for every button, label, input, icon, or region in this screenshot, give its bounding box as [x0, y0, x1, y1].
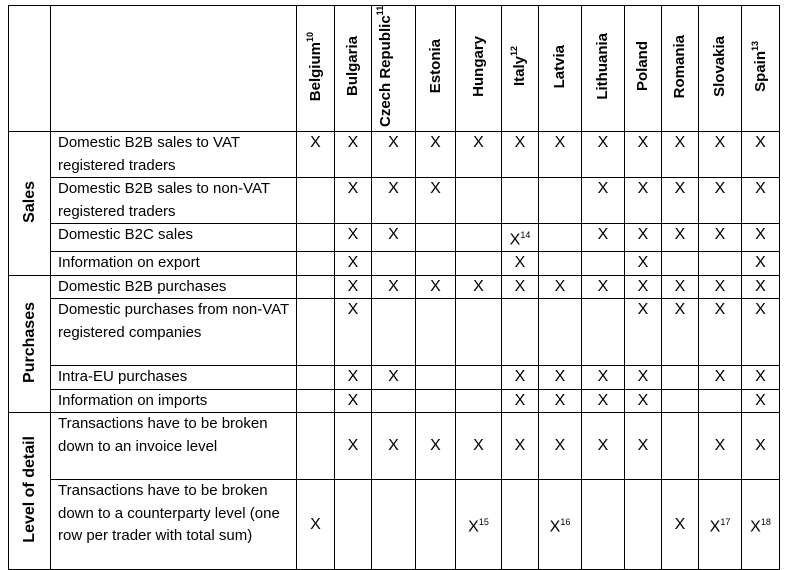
- mark-cell: [372, 366, 416, 390]
- mark-cell: [456, 366, 502, 390]
- table-row: [9, 389, 780, 413]
- mark-x: X: [554, 277, 566, 295]
- mark-x: X: [755, 277, 766, 295]
- row-label: Transactions have to be broken down to an invoice level: [51, 413, 297, 480]
- mark-x: X: [714, 134, 726, 151]
- mark-cell: [297, 224, 335, 252]
- mark-cell: [699, 480, 742, 570]
- mark-x: X: [637, 277, 649, 295]
- mark-cell: [416, 366, 456, 390]
- mark-cell: [742, 389, 780, 413]
- mark-cell: [662, 480, 699, 570]
- mark-cell: [502, 389, 539, 413]
- table-row: [9, 480, 780, 570]
- mark-cell: [742, 275, 780, 299]
- vat-reporting-table: [8, 5, 780, 570]
- mark-x: X: [714, 277, 726, 295]
- mark-cell: [297, 413, 335, 480]
- mark-x: X: [597, 134, 609, 151]
- country-name: [672, 35, 688, 98]
- mark-cell: [297, 480, 335, 570]
- footnote-ref: 14: [520, 230, 531, 240]
- mark-cell: [297, 366, 335, 390]
- footnote-ref: 18: [760, 517, 771, 528]
- mark-cell: [699, 413, 742, 480]
- mark-cell: [699, 366, 742, 390]
- mark-cell: [416, 132, 456, 178]
- mark-x: X: [347, 277, 359, 295]
- mark-cell: [456, 224, 502, 252]
- mark-x: X: [473, 277, 484, 295]
- mark-x: X: [347, 180, 359, 197]
- mark-x: X: [674, 180, 686, 197]
- group-label: [9, 413, 51, 570]
- mark-cell: [539, 252, 582, 276]
- country-name-text: Lithuania: [594, 33, 611, 100]
- mark-x: X: [549, 518, 561, 536]
- mark-x: X: [755, 301, 766, 319]
- row-label: Domestic B2B purchases: [51, 275, 297, 299]
- mark-cell: [335, 480, 372, 570]
- mark-cell: [699, 389, 742, 413]
- country-name: [712, 36, 728, 97]
- mark-cell: [416, 480, 456, 570]
- mark-x: X: [473, 437, 484, 455]
- mark-x: X: [637, 368, 649, 386]
- mark-x: X: [674, 134, 686, 151]
- mark-cell: [582, 178, 625, 224]
- mark-x: X: [554, 134, 566, 151]
- mark-cell: [742, 252, 780, 276]
- mark-cell: [416, 178, 456, 224]
- mark-x: X: [514, 391, 526, 409]
- row-label: Intra-EU purchases: [51, 366, 297, 390]
- footnote-ref: 13: [749, 41, 760, 52]
- country-name: [374, 5, 410, 127]
- mark-cell: [502, 480, 539, 570]
- mark-x: X: [430, 134, 441, 151]
- mark-x: X: [310, 515, 321, 533]
- country-header: [625, 6, 662, 132]
- mark-cell: [625, 413, 662, 480]
- mark-cell: [456, 252, 502, 276]
- mark-cell: [582, 389, 625, 413]
- mark-cell: [625, 224, 662, 252]
- mark-cell: [456, 132, 502, 178]
- mark-cell: [539, 132, 582, 178]
- mark-cell: [742, 178, 780, 224]
- mark-x: X: [755, 368, 766, 386]
- mark-x: X: [388, 437, 399, 455]
- mark-x: X: [597, 277, 609, 295]
- mark-cell: [416, 275, 456, 299]
- mark-cell: [582, 252, 625, 276]
- row-label: Domestic B2B sales to non-VAT registered traders: [51, 178, 297, 224]
- group-label-text: Sales: [20, 180, 38, 223]
- mark-cell: [456, 178, 502, 224]
- mark-cell: [416, 413, 456, 480]
- mark-cell: [502, 178, 539, 224]
- row-label: Transactions have to be broken down to a counterparty level (one row per trader with total sum): [51, 480, 297, 570]
- mark-cell: [699, 275, 742, 299]
- mark-x: X: [554, 437, 566, 455]
- country-name-text: Spain: [751, 51, 769, 92]
- mark-x: X: [637, 437, 649, 455]
- country-name-text: Czech Republic: [376, 15, 394, 127]
- country-header: [582, 6, 625, 132]
- row-label: Domestic purchases from non-VAT registered companies: [51, 299, 297, 366]
- footnote-ref: 17: [720, 517, 731, 528]
- mark-x: X: [597, 368, 609, 386]
- mark-cell: [742, 224, 780, 252]
- mark-x: X: [674, 515, 686, 533]
- mark-cell: [625, 389, 662, 413]
- mark-cell: [539, 224, 582, 252]
- country-name: [345, 36, 361, 96]
- country-header: [297, 6, 335, 132]
- mark-cell: [625, 275, 662, 299]
- mark-cell: [297, 178, 335, 224]
- mark-cell: [456, 275, 502, 299]
- country-name-text: Estonia: [426, 39, 444, 94]
- footnote-ref: 11: [374, 5, 385, 16]
- mark-x: X: [597, 437, 609, 455]
- mark-x: X: [509, 231, 521, 249]
- mark-x: X: [347, 437, 359, 455]
- mark-x: X: [514, 277, 526, 295]
- mark-x: X: [597, 391, 609, 409]
- mark-x: X: [637, 134, 649, 151]
- country-name-text: Bulgaria: [344, 36, 361, 97]
- header-row: [9, 6, 780, 132]
- mark-cell: [662, 224, 699, 252]
- mark-x: X: [388, 134, 399, 151]
- country-name-text: Slovakia: [711, 36, 728, 97]
- mark-cell: [625, 299, 662, 366]
- mark-cell: [662, 178, 699, 224]
- mark-x: X: [755, 391, 766, 409]
- mark-cell: [582, 299, 625, 366]
- mark-x: X: [674, 226, 686, 243]
- mark-x: X: [755, 254, 766, 272]
- country-header: [742, 6, 780, 132]
- mark-cell: [502, 132, 539, 178]
- mark-x: X: [709, 518, 721, 536]
- country-name: [428, 39, 444, 93]
- mark-x: X: [388, 226, 399, 243]
- country-name-text: Italy: [511, 56, 528, 87]
- mark-cell: [582, 275, 625, 299]
- mark-cell: [372, 252, 416, 276]
- mark-cell: [416, 389, 456, 413]
- country-header: [456, 6, 502, 132]
- country-name: [471, 36, 487, 97]
- mark-cell: [582, 366, 625, 390]
- country-header: [335, 6, 372, 132]
- mark-cell: [539, 275, 582, 299]
- mark-x: X: [347, 134, 359, 151]
- mark-cell: [582, 224, 625, 252]
- mark-cell: [416, 299, 456, 366]
- mark-x: X: [347, 226, 359, 243]
- table-row: [9, 252, 780, 276]
- country-name: [749, 41, 769, 92]
- mark-cell: [662, 366, 699, 390]
- mark-cell: [539, 366, 582, 390]
- mark-cell: [335, 413, 372, 480]
- mark-cell: [699, 252, 742, 276]
- mark-cell: [502, 413, 539, 480]
- mark-cell: [742, 413, 780, 480]
- mark-cell: [297, 132, 335, 178]
- mark-cell: [539, 389, 582, 413]
- mark-cell: [502, 366, 539, 390]
- group-label: [9, 132, 51, 276]
- country-name: [509, 46, 528, 87]
- mark-cell: [372, 389, 416, 413]
- row-label: Domestic B2C sales: [51, 224, 297, 252]
- mark-cell: [335, 252, 372, 276]
- table-row: [9, 275, 780, 299]
- mark-cell: [335, 299, 372, 366]
- footnote-ref: 15: [478, 517, 489, 528]
- mark-x: X: [514, 368, 526, 386]
- country-name: [304, 31, 324, 102]
- mark-cell: [502, 224, 539, 252]
- country-header: [699, 6, 742, 132]
- mark-cell: [539, 178, 582, 224]
- mark-cell: [297, 389, 335, 413]
- mark-cell: [372, 178, 416, 224]
- mark-x: X: [347, 301, 359, 319]
- mark-cell: [662, 252, 699, 276]
- mark-x: X: [755, 226, 766, 243]
- table-row: [9, 178, 780, 224]
- mark-cell: [335, 366, 372, 390]
- group-label: [9, 275, 51, 413]
- mark-cell: [372, 224, 416, 252]
- row-label: Domestic B2B sales to VAT registered traders: [51, 132, 297, 178]
- mark-x: X: [388, 368, 399, 386]
- mark-cell: [416, 224, 456, 252]
- mark-cell: [582, 480, 625, 570]
- mark-cell: [456, 299, 502, 366]
- country-header: [372, 6, 416, 132]
- mark-x: X: [674, 301, 686, 319]
- country-header: [662, 6, 699, 132]
- mark-cell: [662, 299, 699, 366]
- mark-cell: [625, 480, 662, 570]
- group-label-text: Level of detail: [20, 435, 38, 543]
- mark-cell: [699, 178, 742, 224]
- mark-x: X: [347, 254, 359, 272]
- mark-x: X: [637, 180, 649, 197]
- mark-x: X: [714, 226, 726, 243]
- mark-cell: [335, 389, 372, 413]
- mark-x: X: [714, 368, 726, 386]
- mark-cell: [582, 132, 625, 178]
- mark-cell: [372, 132, 416, 178]
- mark-cell: [297, 299, 335, 366]
- footnote-ref: 12: [509, 46, 519, 57]
- header-blank-group: [9, 6, 51, 132]
- mark-x: X: [430, 437, 441, 455]
- mark-cell: [456, 389, 502, 413]
- mark-cell: [297, 252, 335, 276]
- mark-cell: [742, 299, 780, 366]
- mark-cell: [699, 299, 742, 366]
- country-name-text: Poland: [634, 41, 651, 92]
- country-header: [416, 6, 456, 132]
- mark-cell: [625, 252, 662, 276]
- mark-x: X: [430, 180, 441, 197]
- mark-x: X: [468, 518, 479, 536]
- mark-x: X: [714, 301, 726, 319]
- mark-cell: [297, 275, 335, 299]
- mark-cell: [742, 480, 780, 570]
- mark-x: X: [514, 437, 526, 455]
- country-name: [595, 33, 611, 100]
- mark-x: X: [755, 180, 766, 197]
- mark-x: X: [347, 368, 359, 386]
- mark-x: X: [755, 134, 766, 151]
- mark-cell: [335, 224, 372, 252]
- country-name-text: Hungary: [469, 36, 487, 97]
- mark-cell: [372, 480, 416, 570]
- mark-cell: [625, 366, 662, 390]
- mark-cell: [335, 178, 372, 224]
- mark-cell: [335, 275, 372, 299]
- mark-cell: [662, 132, 699, 178]
- mark-x: X: [637, 254, 649, 272]
- table-row: [9, 366, 780, 390]
- mark-x: X: [674, 277, 686, 295]
- mark-cell: [335, 132, 372, 178]
- mark-x: X: [755, 437, 766, 455]
- country-name: [552, 45, 568, 88]
- mark-cell: [699, 132, 742, 178]
- table-row: [9, 132, 780, 178]
- mark-x: X: [637, 391, 649, 409]
- mark-cell: [539, 413, 582, 480]
- mark-cell: [742, 366, 780, 390]
- mark-x: X: [597, 180, 609, 197]
- country-header: [539, 6, 582, 132]
- mark-x: X: [554, 391, 566, 409]
- footnote-ref: 10: [304, 31, 315, 42]
- table-row: [9, 299, 780, 366]
- mark-cell: [539, 299, 582, 366]
- mark-cell: [456, 480, 502, 570]
- mark-x: X: [514, 134, 526, 151]
- mark-cell: [502, 252, 539, 276]
- mark-x: X: [388, 277, 399, 295]
- mark-cell: [372, 413, 416, 480]
- mark-x: X: [714, 180, 726, 197]
- mark-cell: [539, 480, 582, 570]
- mark-cell: [625, 178, 662, 224]
- mark-x: X: [347, 391, 359, 409]
- table-row: [9, 413, 780, 480]
- country-name-text: Romania: [671, 34, 688, 99]
- mark-cell: [502, 275, 539, 299]
- mark-x: X: [310, 134, 321, 151]
- mark-cell: [372, 299, 416, 366]
- mark-x: X: [714, 437, 726, 455]
- country-name-text: Latvia: [551, 44, 568, 89]
- mark-x: X: [514, 254, 526, 272]
- mark-cell: [416, 252, 456, 276]
- mark-cell: [699, 224, 742, 252]
- footnote-ref: 16: [560, 517, 571, 528]
- group-label-text: Purchases: [20, 301, 38, 383]
- row-label: Information on imports: [51, 389, 297, 413]
- mark-cell: [742, 132, 780, 178]
- table-row: [9, 224, 780, 252]
- country-name: [635, 41, 651, 91]
- mark-cell: [662, 275, 699, 299]
- mark-cell: [662, 389, 699, 413]
- mark-x: X: [430, 277, 441, 295]
- mark-cell: [372, 275, 416, 299]
- mark-cell: [582, 413, 625, 480]
- country-header: [502, 6, 539, 132]
- mark-cell: [625, 132, 662, 178]
- row-label: Information on export: [51, 252, 297, 276]
- mark-cell: [502, 299, 539, 366]
- mark-x: X: [750, 518, 761, 536]
- country-name-text: Belgium: [306, 41, 324, 102]
- mark-x: X: [637, 226, 649, 243]
- mark-cell: [662, 413, 699, 480]
- mark-x: X: [388, 180, 399, 197]
- mark-cell: [456, 413, 502, 480]
- mark-x: X: [597, 226, 609, 243]
- mark-x: X: [473, 134, 484, 151]
- mark-x: X: [554, 368, 566, 386]
- mark-x: X: [637, 301, 649, 319]
- header-blank-label: [51, 6, 297, 132]
